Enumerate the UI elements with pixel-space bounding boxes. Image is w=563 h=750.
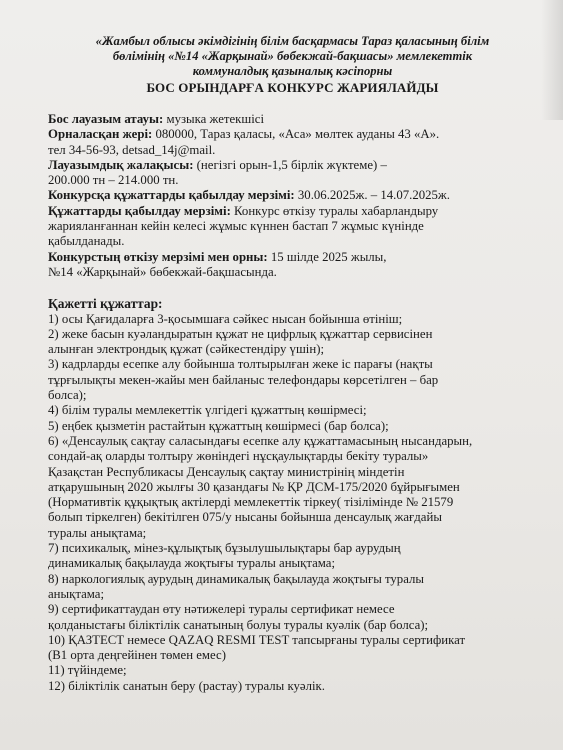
document-line-16: 7) психикалық, мінез-құлықтық бұзылушылықтары бар аурудың [48,541,401,556]
document-line-1: 1) осы Қағидаларға 3-қосымшаға сәйкес нысан бойынша өтініш; [48,311,403,326]
header-line-2: бөлімінің «№14 «Жарқынай» бөбекжай-бақшасы» мемлекеттік [112,49,473,63]
document-line-21: қолданыстағы біліктілік санатының болуы туралы куәлік (бар болса); [48,617,429,632]
venue-label: Конкурстың өткізу мерзімі мен орны: [48,249,268,264]
document-line-8: 5) еңбек қызметін растайтын құжаттың көшірмесі (бар болса); [48,418,389,433]
document-line-10: сондай-ақ оларды толтыру жөніндегі нұсқаулықтарды бекіту туралы» [48,449,429,464]
salary-row [48,158,537,173]
header-line-1: «Жамбыл облысы әкімдігінің білім басқармасы Тараз қаласының білім [95,34,490,48]
contacts-row: тел 34-56-93, detsad_14j@mail. [48,142,216,157]
document-line-4: 3) кадрларды есепке алу бойынша толтырылған жеке іс парағы (нақты [48,357,433,372]
documents-heading: Қажетті құжаттар: [48,296,163,312]
announcement-title: БОС ОРЫНДАРҒА КОНКУРС ЖАРИЯЛАЙДЫ [146,80,439,95]
document-line-17: динамикалық бақылауда жоқтығы туралы анықтама; [48,556,336,571]
required-documents [48,296,537,694]
deadline-label: Конкурсқа құжаттарды қабылдау мерзімі: [48,188,295,203]
document-line-3: алынған электрондық құжат (сәйкестендіру үшін); [48,342,325,357]
document-line-12: атқарушының 2020 жылғы 30 қазандағы № ҚР ДСМ-175/2020 бұйрығымен [48,479,460,494]
position-value: музыка жетекшісі [163,112,265,126]
document-line-25: 12) біліктілік санатын беру (растау) туралы куәлік. [48,678,325,693]
location-label: Орналасқан жері: [48,127,153,142]
position-label: Бос лауазым атауы: [48,112,164,126]
acceptance-label: Құжаттарды қабылдау мерзімі: [48,203,231,218]
venue-row [48,250,537,265]
acceptance-line-3: қабылданады. [48,234,125,249]
document-line-13: (Нормативтік құқықтық актілерді мемлекеттік тіркеу( тізілімінде № 21579 [48,495,454,510]
document-line-24: 11) түйіндеме; [48,663,127,678]
document-line-15: туралы анықтама; [48,525,147,540]
document-line-19: анықтама; [48,586,105,601]
location-row [48,127,537,142]
page-edge-shadow [541,0,563,120]
document-line-6: болса); [48,388,87,403]
salary-range: 200.000 тн – 214.000 тн. [48,173,179,188]
document-line-23: (В1 орта деңгейінен төмен емес) [48,648,226,663]
document-line-14: болып тіркелген) бекітілген 075/у нысаны бойынша денсаулық жағдайы [48,510,442,525]
salary-value: (негізгі орын-1,5 бірлік жүктеме) – [193,157,387,172]
document-line-18: 8) наркологиялық аурудың динамикалық бақылауда жоқтығы туралы [48,571,424,586]
organization-header [48,34,537,79]
document-line-5: тұрғылықты мекен-жайы мен байланыс телефондары көрсетілген – бар [48,372,439,387]
document-line-2: 2) жеке басын куәландыратын құжат не цифрлық құжаттар сервисінен [48,326,433,341]
document-line-9: 6) «Денсаулық сақтау саласындағы есепке алу құжаттамасының нысандарын, [48,433,473,448]
acceptance-row [48,204,537,219]
location-value: 080000, Тараз қаласы, «Аса» мөлтек ауданы 43 «А». [152,127,440,142]
document-line-22: 10) ҚАЗТЕСТ немесе QAZAQ RESMI TEST тапсырғаны туралы сертификат [48,632,466,647]
salary-label: Лауазымдық жалақысы: [48,157,194,172]
vacancy-info [48,112,537,280]
venue-line-2: №14 «Жарқынай» бөбекжай-бақшасында. [48,264,277,279]
header-line-3: коммуналдық қазыналық кәсіпорны [192,64,393,78]
venue-value: 15 шілде 2025 жылы, [267,249,387,264]
document-line-11: Қазақстан Республикасы Денсаулық сақтау министрінің міндетін [48,464,405,479]
document-line-7: 4) білім туралы мемлекеттік үлгідегі құжаттың көшірмесі; [48,403,367,418]
deadline-row [48,188,537,203]
acceptance-value: Конкурс өткізу туралы хабарландыру [230,203,439,218]
acceptance-line-2: жарияланғаннан кейін келесі жұмыс күннен бастап 7 жұмыс күнінде [48,219,424,234]
position-row [48,112,537,127]
deadline-value: 30.06.2025ж. – 14.07.2025ж. [294,188,450,203]
document-line-20: 9) сертификаттаудан өту нәтижелері туралы сертификат немесе [48,602,395,617]
